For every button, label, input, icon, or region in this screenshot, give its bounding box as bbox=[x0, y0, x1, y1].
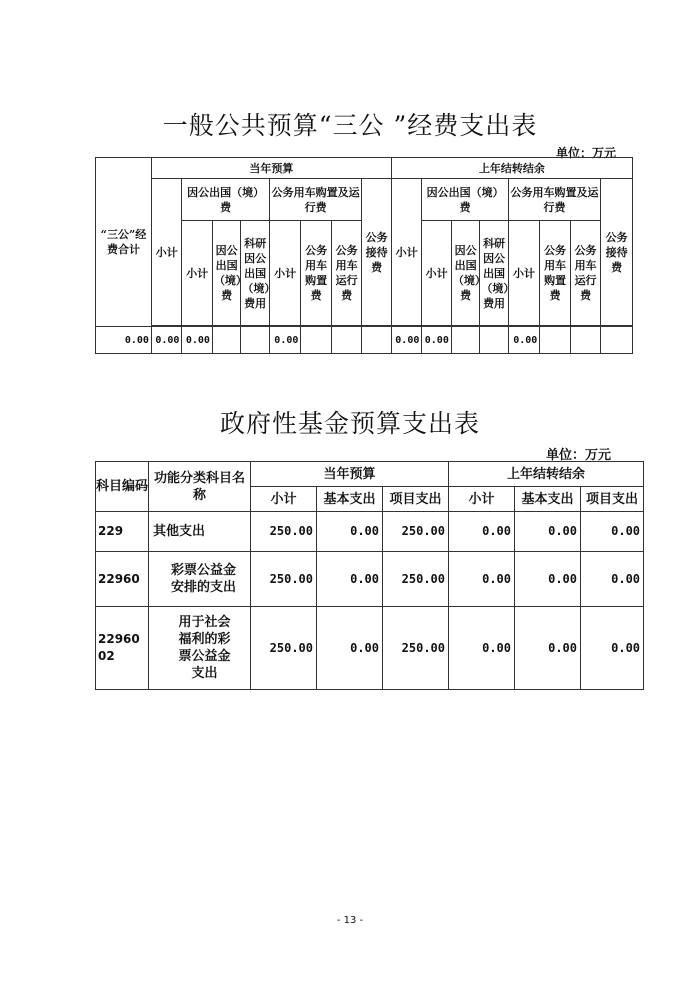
table-row bbox=[96, 607, 644, 690]
row-basic-last: 0.00 bbox=[515, 552, 581, 607]
page-number: - 13 - bbox=[336, 915, 364, 926]
header-vehicle-last: 公务用车购置及运行费 bbox=[508, 179, 601, 221]
row-basic-last: 0.00 bbox=[515, 512, 581, 552]
header-vehicle-purchase: 公务用车购置费 bbox=[301, 221, 332, 326]
row-basic: 0.00 bbox=[317, 607, 383, 690]
header-reception-last: 公务接待费 bbox=[601, 179, 633, 326]
table2-title: 政府性基金预算支出表 bbox=[219, 409, 480, 438]
table-cell bbox=[451, 327, 479, 354]
row-subtotal: 250.00 bbox=[251, 512, 317, 552]
row-project-last: 0.00 bbox=[581, 512, 644, 552]
table-row bbox=[96, 512, 644, 552]
row-project: 250.00 bbox=[383, 607, 449, 690]
header-travel-abroad-last: 因公出国（境）费 bbox=[422, 179, 508, 221]
header-research-travel: 科研因公出国（境）费用 bbox=[241, 221, 269, 326]
row-name: 用于社会福利的彩票公益金支出 bbox=[149, 607, 251, 690]
header-vehicle-sub-last: 小计 bbox=[508, 221, 540, 326]
row-name: 其他支出 bbox=[149, 512, 251, 552]
table-cell bbox=[362, 327, 391, 354]
header-research-travel-last: 科研因公出国（境）费用 bbox=[480, 221, 508, 326]
row-name: 彩票公益金安排的支出 bbox=[149, 552, 251, 607]
row-basic: 0.00 bbox=[317, 552, 383, 607]
header-subtotal: 小计 bbox=[251, 487, 317, 512]
header-vehicle: 公务用车购置及运行费 bbox=[269, 179, 362, 221]
table-cell: 0.00 bbox=[269, 327, 301, 354]
header-subtotal-last: 小计 bbox=[391, 179, 422, 326]
header-vehicle-purchase-last: 公务用车购置费 bbox=[540, 221, 571, 326]
row-basic: 0.00 bbox=[317, 512, 383, 552]
header-vehicle-sub: 小计 bbox=[269, 221, 301, 326]
header-subtotal-last: 小计 bbox=[449, 487, 515, 512]
row-subtotal-last: 0.00 bbox=[449, 607, 515, 690]
header-basic-last: 基本支出 bbox=[515, 487, 581, 512]
table-cell bbox=[480, 327, 508, 354]
row-project-last: 0.00 bbox=[581, 607, 644, 690]
header-last-year: 上年结转结余 bbox=[391, 158, 632, 179]
header-current-year: 当年预算 bbox=[151, 158, 391, 179]
table-cell bbox=[331, 327, 362, 354]
header-travel-abroad-fee: 因公出国（境）费 bbox=[212, 221, 240, 326]
table-cell: 0.00 bbox=[422, 327, 451, 354]
header-vehicle-operation: 公务用车运行费 bbox=[331, 221, 362, 326]
header-name: 功能分类科目名称 bbox=[149, 462, 251, 512]
header-current-year: 当年预算 bbox=[251, 462, 449, 487]
table2-unit: 单位：万元 bbox=[546, 448, 612, 463]
row-subtotal-last: 0.00 bbox=[449, 512, 515, 552]
table-cell: 0.00 bbox=[391, 327, 422, 354]
header-project-last: 项目支出 bbox=[581, 487, 644, 512]
header-total: “三公”经费合计 bbox=[96, 158, 152, 327]
header-code: 科目编码 bbox=[96, 462, 149, 512]
row-code: 229 bbox=[96, 512, 149, 552]
header-reception: 公务接待费 bbox=[362, 179, 391, 326]
table-cell bbox=[241, 327, 269, 354]
header-travel-sub: 小计 bbox=[182, 221, 213, 326]
table-cell bbox=[570, 327, 601, 354]
table-cell bbox=[301, 327, 332, 354]
table-cell bbox=[601, 327, 633, 354]
table-cell bbox=[212, 327, 240, 354]
row-project: 250.00 bbox=[383, 512, 449, 552]
table-cell: 0.00 bbox=[182, 327, 213, 354]
table-cell bbox=[540, 327, 571, 354]
table1-unit: 单位：万元 bbox=[556, 146, 617, 160]
row-code: 2296002 bbox=[96, 607, 149, 690]
table-row bbox=[96, 552, 644, 607]
row-subtotal: 250.00 bbox=[251, 552, 317, 607]
three-public-expenses-table bbox=[95, 157, 633, 354]
header-travel-sub-last: 小计 bbox=[422, 221, 451, 326]
table-cell: 0.00 bbox=[96, 327, 152, 354]
table-row bbox=[96, 327, 633, 354]
row-basic-last: 0.00 bbox=[515, 607, 581, 690]
header-travel-abroad-fee-last: 因公出国（境）费 bbox=[451, 221, 479, 326]
row-code: 22960 bbox=[96, 552, 149, 607]
table1-title: 一般公共预算“三公 ”经费支出表 bbox=[162, 111, 538, 140]
header-subtotal: 小计 bbox=[151, 179, 182, 326]
government-fund-table bbox=[95, 461, 644, 690]
table-cell: 0.00 bbox=[151, 327, 182, 354]
row-project-last: 0.00 bbox=[581, 552, 644, 607]
header-last-year: 上年结转结余 bbox=[449, 462, 644, 487]
row-subtotal-last: 0.00 bbox=[449, 552, 515, 607]
header-project: 项目支出 bbox=[383, 487, 449, 512]
row-project: 250.00 bbox=[383, 552, 449, 607]
table-cell: 0.00 bbox=[508, 327, 540, 354]
header-basic: 基本支出 bbox=[317, 487, 383, 512]
row-subtotal: 250.00 bbox=[251, 607, 317, 690]
header-travel-abroad: 因公出国（境）费 bbox=[182, 179, 269, 221]
header-vehicle-operation-last: 公务用车运行费 bbox=[570, 221, 601, 326]
